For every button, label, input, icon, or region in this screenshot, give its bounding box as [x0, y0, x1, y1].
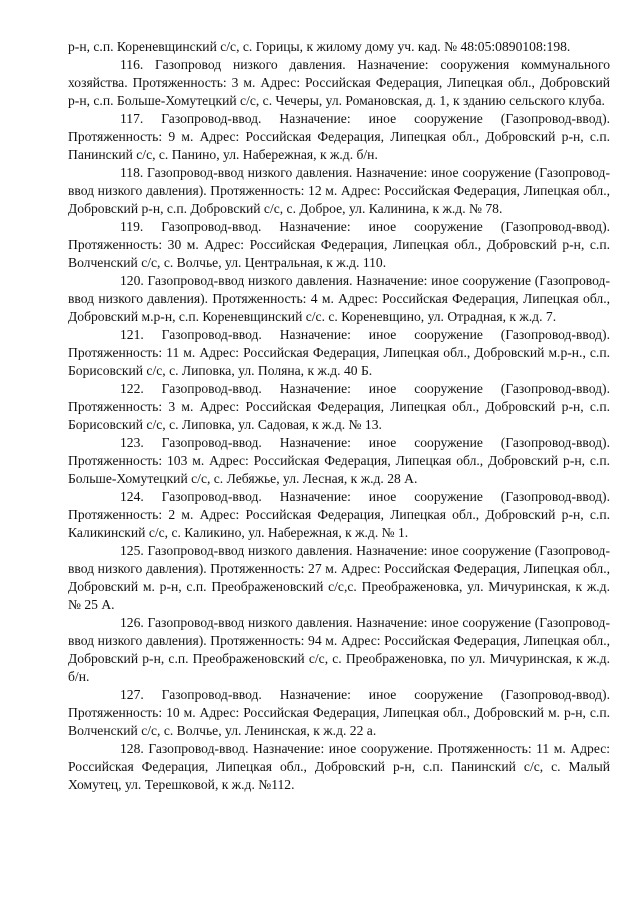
- paragraph-item-123: 123. Газопровод-ввод. Назначение: иное сооружение (Газопровод-ввод). Протяженность: 103 м. Адрес: Российская Федерация, Липецкая обл., Добровский р-н, с.п. Больше-Хомутецкий с/с, с. Лебяжье, ул. Лесная, к ж.д. 28 А.: [68, 435, 610, 486]
- paragraph-item-116: 116. Газопровод низкого давления. Назначение: сооружения коммунального хозяйства. Протяженность: 3 м. Адрес: Российская Федерация, Липецкая обл., Добровский р-н, с.п. Больше-Хомутецкий с/с, с. Чечеры, ул. Романовская, д. 1, к зданию сельского клуба.: [68, 57, 610, 108]
- paragraph-item-117: 117. Газопровод-ввод. Назначение: иное сооружение (Газопровод-ввод). Протяженность: 9 м. Адрес: Российская Федерация, Липецкая обл., Добровский р-н, с.п. Панинский с/с, с. Панино, ул. Набережная, к ж.д. б/н.: [68, 111, 610, 162]
- paragraph-continuation: р-н, с.п. Кореневщинский с/с, с. Горицы, к жилому дому уч. кад. № 48:05:0890108:198.: [68, 39, 571, 54]
- paragraph-item-118: 118. Газопровод-ввод низкого давления. Назначение: иное сооружение (Газопровод-ввод низкого давления). Протяженность: 12 м. Адрес: Российская Федерация, Липецкая обл., Добровский р-н, с.п. Добровский с/с, с. Доброе, ул. Калинина, к ж.д. № 78.: [68, 165, 610, 216]
- paragraph-item-119: 119. Газопровод-ввод. Назначение: иное сооружение (Газопровод-ввод). Протяженность: 30 м. Адрес: Российская Федерация, Липецкая обл., Добровский р-н, с.п. Волченский с/с, с. Волчье, ул. Центральная, к ж.д. 110.: [68, 219, 610, 270]
- paragraph-item-121: 121. Газопровод-ввод. Назначение: иное сооружение (Газопровод-ввод). Протяженность: 11 м. Адрес: Российская Федерация, Липецкая обл., Добровский м.р-н., с.п. Борисовский с/с, с. Липовка, ул. Поляна, к ж.д. 40 Б.: [68, 327, 610, 378]
- document-body: [68, 38, 610, 794]
- paragraph-item-120: 120. Газопровод-ввод низкого давления. Назначение: иное сооружение (Газопровод-ввод низкого давления). Протяженность: 4 м. Адрес: Российская Федерация, Липецкая обл., Добровский м.р-н, с.п. Кореневщинский с/с. с. Кореневщино, ул. Отрадная, к ж.д. 7.: [68, 273, 610, 324]
- paragraph-item-125: 125. Газопровод-ввод низкого давления. Назначение: иное сооружение (Газопровод-ввод низкого давления). Протяженность: 27 м. Адрес: Российская Федерация, Липецкая обл., Добровский м. р-н, с.п. Преображеновский с/с,с. Преображеновка, ул. Мичуринская, к ж.д. № 25 А.: [68, 543, 610, 612]
- paragraph-item-128: 128. Газопровод-ввод. Назначение: иное сооружение. Протяженность: 11 м. Адрес: Российская Федерация, Липецкая обл., Добровский р-н, с.п. Панинский с/с, с. Малый Хомутец, ул. Терешковой, к ж.д. №112.: [68, 741, 610, 792]
- paragraph-item-122: 122. Газопровод-ввод. Назначение: иное сооружение (Газопровод-ввод). Протяженность: 3 м. Адрес: Российская Федерация, Липецкая обл., Добровский р-н, с.п. Борисовский с/с, с. Липовка, ул. Садовая, к ж.д. № 13.: [68, 381, 610, 432]
- paragraph-item-124: 124. Газопровод-ввод. Назначение: иное сооружение (Газопровод-ввод). Протяженность: 2 м. Адрес: Российская Федерация, Липецкая обл., Добровский р-н, с.п. Каликинский с/с, с. Каликино, ул. Набережная, к ж.д. № 1.: [68, 489, 610, 540]
- paragraph-item-126: 126. Газопровод-ввод низкого давления. Назначение: иное сооружение (Газопровод-ввод низкого давления). Протяженность: 94 м. Адрес: Российская Федерация, Липецкая обл., Добровский р-н, с.п. Преображеновский с/с, с. Преображеновка, по ул. Мичуринская, к ж.д. б/н.: [68, 615, 610, 684]
- paragraph-item-127: 127. Газопровод-ввод. Назначение: иное сооружение (Газопровод-ввод). Протяженность: 10 м. Адрес: Российская Федерация, Липецкая обл., Добровский м. р-н, с.п. Волченский с/с, с. Волчье, ул. Ленинская, к ж.д. 22 а.: [68, 687, 610, 738]
